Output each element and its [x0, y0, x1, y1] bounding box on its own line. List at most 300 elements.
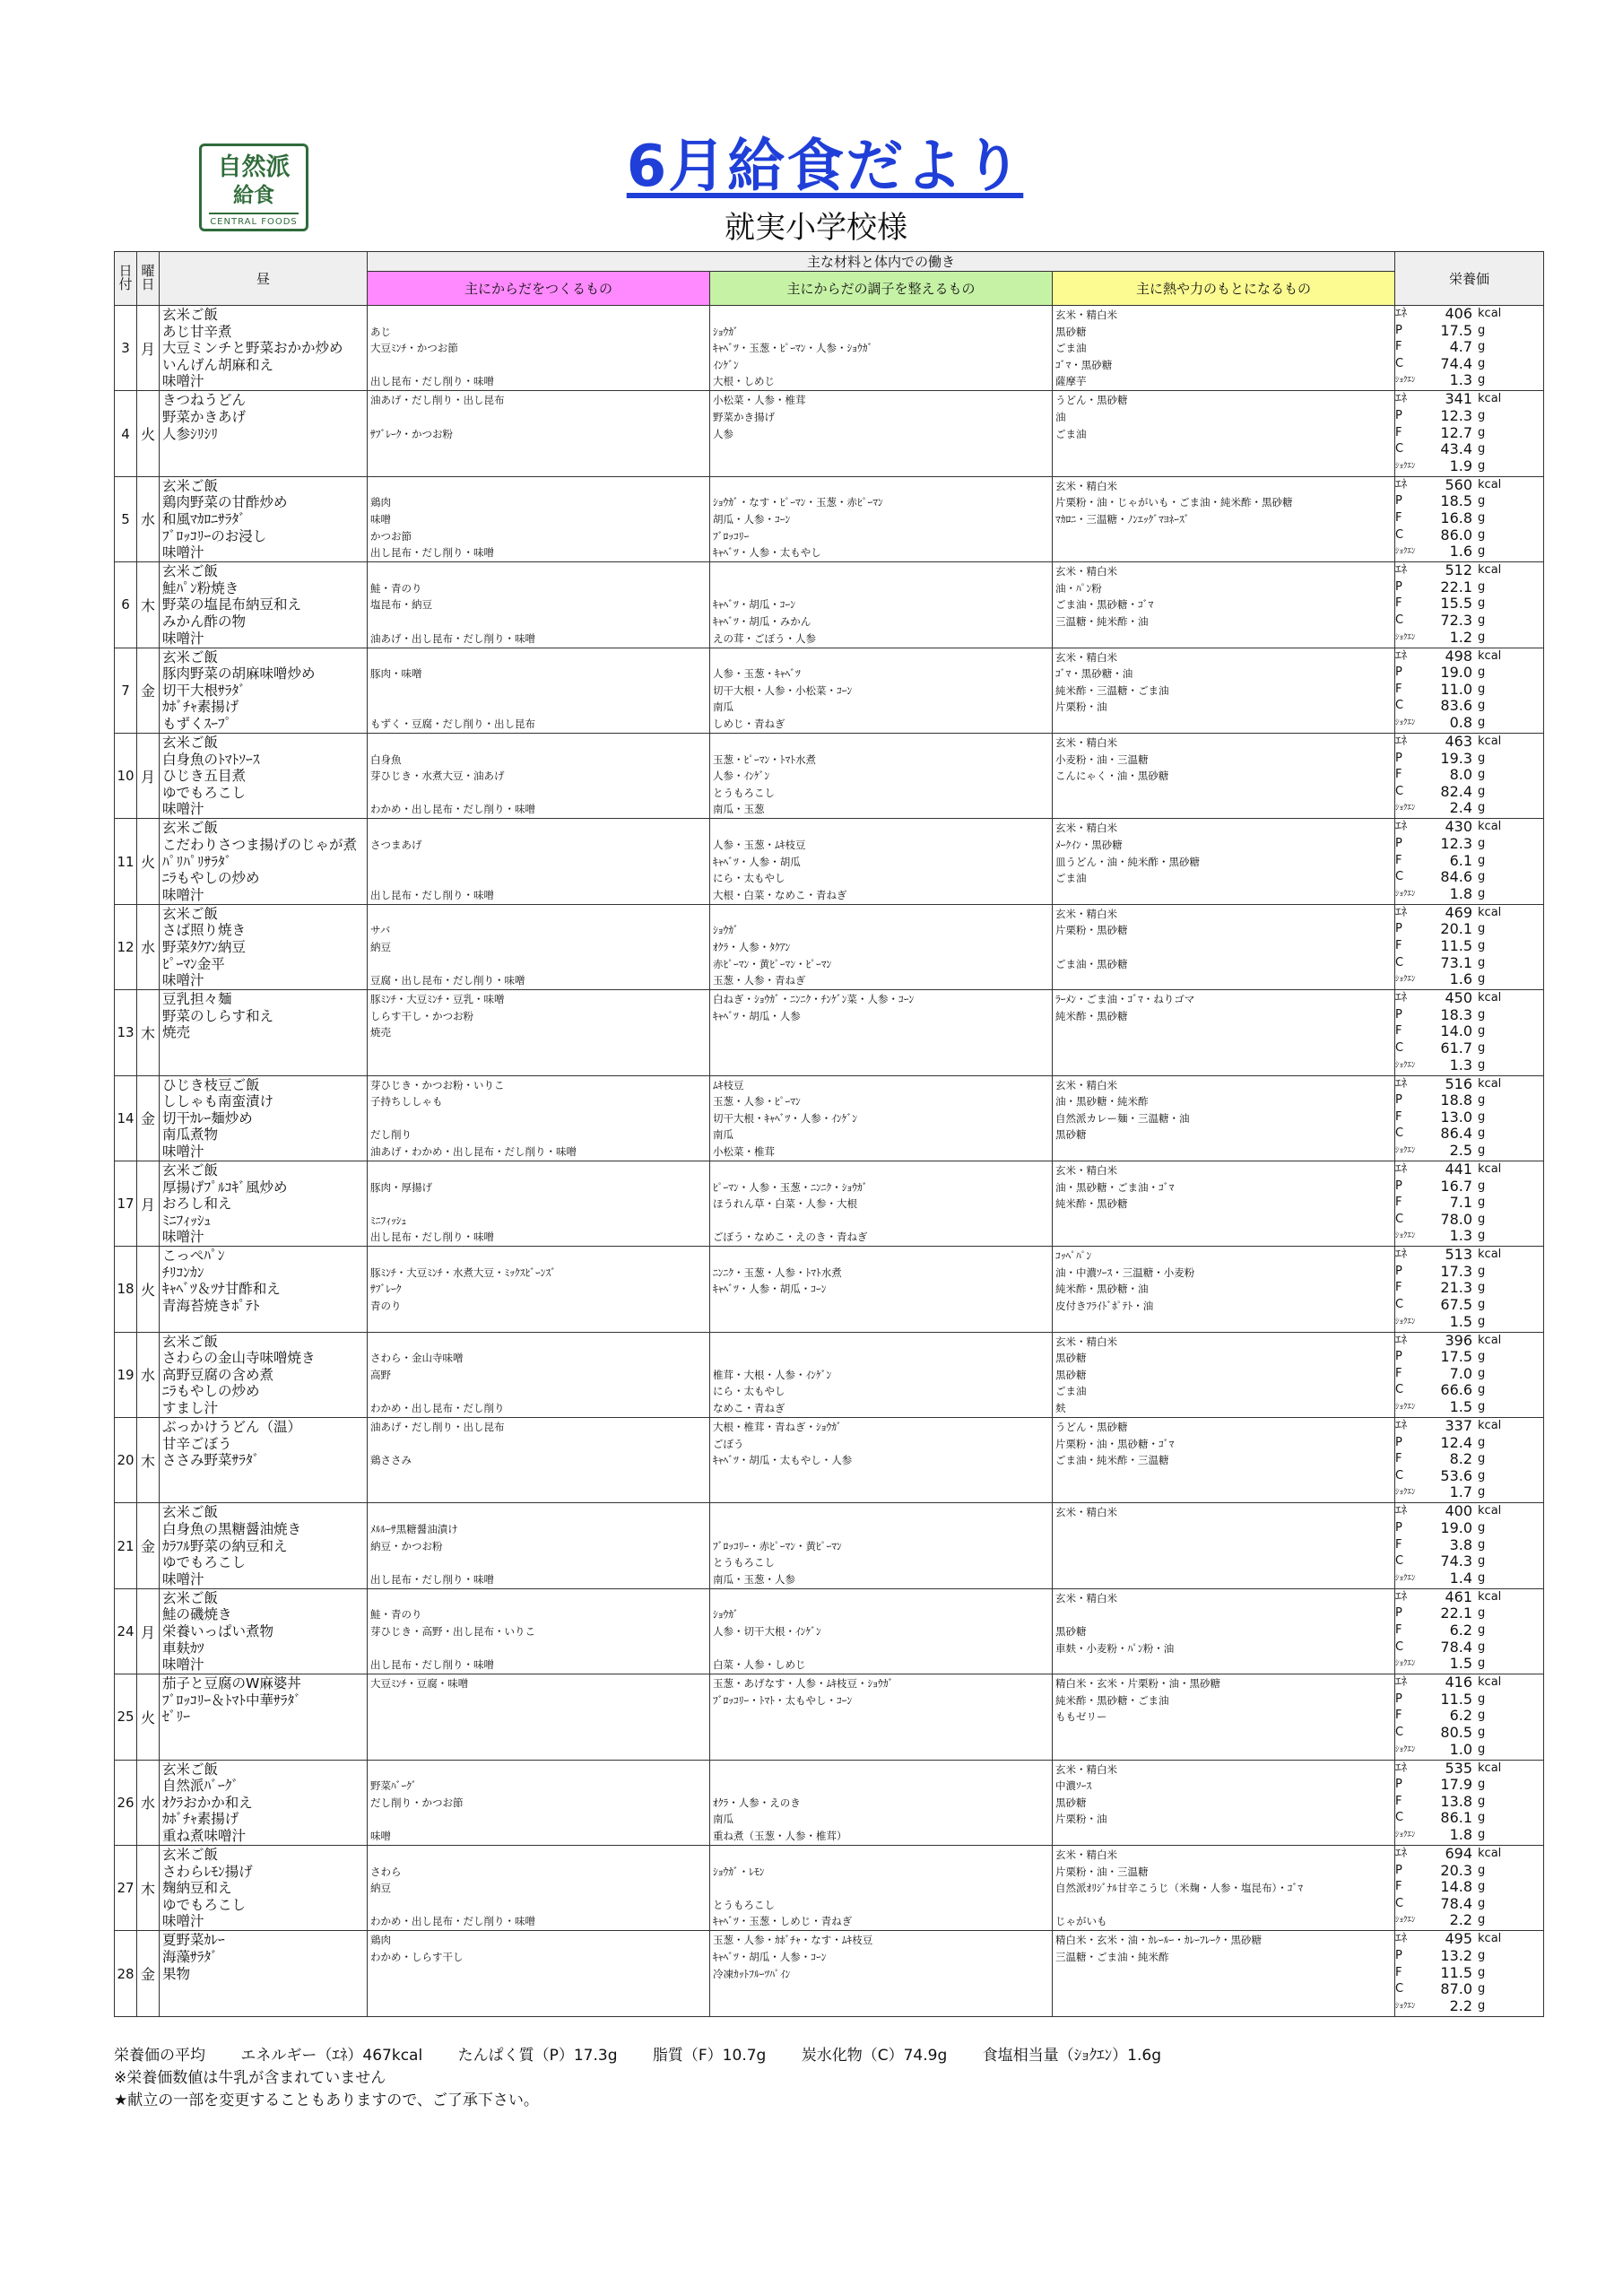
- ingredient-text: うどん・黒砂糖: [1055, 394, 1128, 407]
- ingredient-text: にら・太もやし: [713, 1385, 785, 1398]
- nutrient-unit: g: [1478, 494, 1486, 509]
- yellow-group-cell: [1053, 1418, 1395, 1503]
- nutrient-key: C: [1395, 955, 1404, 970]
- nutrient-unit: g: [1478, 1726, 1486, 1740]
- nutrient-value: 463: [1445, 733, 1473, 750]
- red-group-cell: [368, 648, 710, 733]
- date-cell: 11: [115, 819, 137, 904]
- ingredient-text: 豚ﾐﾝﾁ・大豆ﾐﾝﾁ・豆乳・味噌: [370, 993, 505, 1006]
- menu-item: 味噌汁: [162, 1913, 204, 1930]
- green-group-cell: [710, 562, 1053, 648]
- nutrient-key: F: [1395, 1709, 1402, 1723]
- nutrient-unit: g: [1478, 1435, 1486, 1449]
- menu-item: 果物: [162, 1965, 191, 1982]
- green-group-cell: [710, 1760, 1053, 1845]
- ingredient-text: わかめ・出し昆布・だし削り・味噌: [370, 1915, 535, 1928]
- nutrition-row: [1395, 1247, 1543, 1264]
- nutrition-row: [1395, 698, 1543, 715]
- nutrition-row: [1395, 1827, 1543, 1844]
- menu-cell: [160, 391, 368, 476]
- date-cell: 17: [115, 1161, 137, 1246]
- ingredient-text: だし削り・かつお節: [370, 1796, 464, 1809]
- nutrient-unit: g: [1478, 886, 1486, 900]
- red-group-cell: [368, 1588, 710, 1674]
- header-red-group: 主にからだをつくるもの: [368, 272, 710, 306]
- nutrient-unit: kcal: [1478, 1847, 1502, 1861]
- ingredient-text: 片栗粉・油・黒砂糖・ｺﾞﾏ: [1055, 1437, 1175, 1450]
- ingredient-text: [713, 1640, 1049, 1657]
- green-group-cell: [710, 391, 1053, 476]
- ingredient-text: [1055, 1726, 1392, 1743]
- nutrition-row: [1395, 1451, 1543, 1468]
- date-cell: 24: [115, 1588, 137, 1674]
- ingredient-text: 椎茸・大根・人参・ｲﾝｹﾞﾝ: [713, 1368, 832, 1381]
- nutrient-value: 83.6: [1440, 697, 1473, 715]
- nutrition-row: [1395, 1349, 1543, 1366]
- nutrient-unit: g: [1478, 1452, 1486, 1466]
- ingredient-text: こんにゃく・油・黒砂糖: [1055, 770, 1169, 783]
- green-group-cell: [710, 733, 1053, 818]
- nutrient-value: 13.2: [1440, 1947, 1473, 1965]
- nutrient-value: 18.5: [1440, 492, 1473, 510]
- nutrient-value: 16.7: [1440, 1177, 1473, 1195]
- yellow-group-cell: [1053, 990, 1395, 1075]
- ingredient-text: 白菜・人参・しめじ: [713, 1658, 806, 1672]
- nutrient-value: 61.7: [1440, 1039, 1473, 1057]
- nutrient-value: 4.7: [1449, 338, 1473, 356]
- red-group-cell: [368, 904, 710, 989]
- nutrition-row: [1395, 1399, 1543, 1416]
- nutrition-row: [1395, 734, 1543, 751]
- menu-item: 甘辛ごぼう: [162, 1435, 232, 1452]
- nutrient-key: F: [1395, 1024, 1402, 1039]
- ingredient-text: [713, 735, 1049, 752]
- nutrient-key: F: [1395, 853, 1402, 867]
- red-group-cell: [368, 1075, 710, 1161]
- menu-item: 豚肉野菜の胡麻味噌炒め: [162, 665, 316, 683]
- ingredient-text: [713, 1298, 1049, 1315]
- ingredient-text: [1055, 1657, 1392, 1674]
- nutrient-key: P: [1395, 1949, 1402, 1963]
- nutrient-unit: g: [1478, 1896, 1486, 1910]
- menu-item: 夏野菜ｶﾚｰ: [162, 1932, 225, 1949]
- nutrient-unit: g: [1478, 1913, 1486, 1927]
- yellow-group-cell: [1053, 1075, 1395, 1161]
- nutrient-value: 12.7: [1440, 423, 1473, 441]
- nutrition-row: [1395, 1297, 1543, 1314]
- ingredient-text: 玄米・精白米: [1055, 1078, 1117, 1091]
- table-row: [115, 1674, 1544, 1760]
- menu-item: ｶﾎﾞﾁｬ素揚げ: [162, 1811, 239, 1828]
- nutrient-unit: g: [1478, 1196, 1486, 1210]
- menu-item: 味噌汁: [162, 972, 204, 989]
- nutrition-row: [1395, 562, 1543, 579]
- ingredient-text: 玄米・精白米: [1055, 822, 1117, 835]
- yellow-group-cell: [1053, 306, 1395, 391]
- menu-item: さわらﾚﾓﾝ揚げ: [162, 1863, 253, 1880]
- weekday-cell: 木: [137, 1418, 160, 1503]
- ingredient-text: ｼｮｳｶﾞ・なす・ﾋﾟｰﾏﾝ・玉葱・赤ﾋﾟｰﾏﾝ: [713, 496, 883, 509]
- nutrient-value: 11.5: [1440, 936, 1473, 954]
- nutrition-row: [1395, 1126, 1543, 1143]
- nutrient-key: F: [1395, 1537, 1402, 1552]
- red-group-cell: [368, 1247, 710, 1332]
- ingredient-text: ﾋﾟｰﾏﾝ・人参・玉葱・ﾆﾝﾆｸ・ｼｮｳｶﾞ: [713, 1180, 868, 1194]
- nutrition-cell: [1395, 819, 1544, 904]
- ingredient-text: 芽ひじき・水煮大豆・油あげ: [370, 770, 505, 783]
- ingredient-text: さわら: [370, 1865, 402, 1878]
- weekday-cell: 月: [137, 1588, 160, 1674]
- nutrient-key: F: [1395, 1109, 1402, 1124]
- ingredient-text: [1055, 887, 1392, 904]
- weekday-cell: 水: [137, 476, 160, 561]
- menu-item: ｶﾗﾌﾙ野菜の納豆和え: [162, 1537, 288, 1554]
- ingredient-text: 三温糖・ごま油・純米酢: [1055, 1951, 1169, 1964]
- nutrient-unit: g: [1478, 1863, 1486, 1877]
- nutrition-row: [1395, 306, 1543, 323]
- ingredient-text: ﾌﾞﾛｯｺﾘｰ: [713, 529, 750, 543]
- ingredient-text: 油・中濃ｿｰｽ・三温糖・小麦粉: [1055, 1265, 1195, 1279]
- nutrient-value: 19.0: [1440, 664, 1473, 682]
- menu-item: ﾆﾗもやしの炒め: [162, 870, 260, 887]
- nutrition-row: [1395, 1418, 1543, 1435]
- ingredient-text: 油・黒砂糖・ごま油・ｺﾞﾏ: [1055, 1180, 1175, 1194]
- menu-item: ゆでもろこし: [162, 1896, 247, 1913]
- ingredient-text: [1055, 1213, 1392, 1230]
- menu-cell: [160, 562, 368, 648]
- date-cell: 28: [115, 1931, 137, 2016]
- nutrient-unit: g: [1478, 1178, 1486, 1193]
- ingredient-text: 野菜かき揚げ: [713, 410, 775, 423]
- nutrition-row: [1395, 1161, 1543, 1178]
- green-group-cell: [710, 1931, 1053, 2016]
- nutrient-value: 2.2: [1449, 1911, 1473, 1929]
- nutrient-unit: g: [1478, 1537, 1486, 1552]
- ingredient-text: [370, 1709, 707, 1726]
- menu-item: 和風ﾏｶﾛﾆｻﾗﾀﾞ: [162, 510, 247, 527]
- ingredient-text: 油あげ・わかめ・出し昆布・だし削り・味噌: [370, 1144, 577, 1158]
- nutrient-key: F: [1395, 1281, 1402, 1295]
- ingredient-text: [1055, 1229, 1392, 1246]
- ingredient-text: ｵｸﾗ・人参・ﾀｸｱﾝ: [713, 940, 791, 953]
- nutrition-row: [1395, 372, 1543, 389]
- nutrient-key: ｴﾈ: [1395, 563, 1408, 578]
- yellow-group-cell: [1053, 391, 1395, 476]
- menu-item: さわらの金山寺味噌焼き: [162, 1350, 316, 1367]
- nutrition-cell: [1395, 1846, 1544, 1931]
- ingredient-text: 大根・しめじ: [713, 375, 775, 388]
- nutrient-key: F: [1395, 510, 1402, 525]
- ingredient-text: [370, 1383, 707, 1400]
- nutrition-row: [1395, 1109, 1543, 1126]
- ingredient-text: [1055, 1982, 1392, 1999]
- ingredient-text: 南瓜・玉葱: [713, 803, 765, 816]
- nutrient-key: ｼｮｸｴﾝ: [1395, 718, 1416, 727]
- table-row: [115, 819, 1544, 904]
- green-group-cell: [710, 648, 1053, 733]
- menu-item: 切干ｶﾚｰ麺炒め: [162, 1109, 253, 1126]
- nutrient-value: 17.3: [1440, 1262, 1473, 1280]
- ingredient-text: 大根・椎茸・青ねぎ・ｼｮｳｶﾞ: [713, 1421, 842, 1434]
- nutrient-unit: g: [1478, 801, 1486, 815]
- green-group-cell: [710, 476, 1053, 561]
- ingredient-text: 切干大根・ｷｬﾍﾞﾂ・人参・ｲﾝｹﾞﾝ: [713, 1111, 857, 1125]
- ingredient-text: とうもろこし: [713, 1556, 775, 1570]
- table-row: [115, 1161, 1544, 1246]
- nutrition-row: [1395, 767, 1543, 784]
- nutrient-unit: g: [1478, 458, 1486, 473]
- nutrient-key: P: [1395, 1007, 1402, 1022]
- nutrient-value: 18.8: [1440, 1091, 1473, 1109]
- ingredient-text: ｼｮｳｶﾞ: [713, 1608, 739, 1622]
- menu-item: ｶﾎﾞﾁｬ素揚げ: [162, 699, 239, 716]
- nutrient-unit: g: [1478, 373, 1486, 387]
- nutrient-key: F: [1395, 682, 1402, 696]
- ingredient-text: ｻﾌﾞﾚｰｸ: [370, 1283, 402, 1296]
- nutrient-key: ｼｮｸｴﾝ: [1395, 1060, 1416, 1070]
- ingredient-text: [713, 1469, 1049, 1486]
- table-row: [115, 391, 1544, 476]
- nutrient-unit: g: [1478, 784, 1486, 798]
- ingredient-text: [713, 1213, 1049, 1230]
- menu-cell: [160, 733, 368, 818]
- weekday-cell: 金: [137, 1931, 160, 2016]
- yellow-group-cell: [1053, 648, 1395, 733]
- ingredient-text: ｻﾌﾞﾚｰｸ・かつお粉: [370, 427, 453, 440]
- green-group-cell: [710, 819, 1053, 904]
- menu-item: 海藻ｻﾗﾀﾞ: [162, 1949, 219, 1966]
- ingredient-text: [370, 1590, 707, 1607]
- footer-average-protein: たんぱく質（P）17.3g: [457, 2047, 618, 2065]
- nutrient-unit: g: [1478, 1298, 1486, 1312]
- nutrient-key: F: [1395, 425, 1402, 439]
- nutrition-row: [1395, 1605, 1543, 1622]
- nutrient-value: 22.1: [1440, 1605, 1473, 1622]
- yellow-group-cell: [1053, 1161, 1395, 1246]
- ingredient-text: [370, 820, 707, 837]
- nutrient-value: 1.8: [1449, 884, 1473, 902]
- ingredient-text: 玄米・精白米: [1055, 650, 1117, 664]
- nutrient-value: 19.3: [1440, 749, 1473, 767]
- ingredient-text: [713, 1743, 1049, 1760]
- nutrient-value: 11.5: [1440, 1690, 1473, 1708]
- nutrient-value: 2.5: [1449, 1141, 1473, 1159]
- ingredient-text: 片栗粉・黒砂糖: [1055, 924, 1128, 937]
- yellow-group-cell: [1053, 1846, 1395, 1931]
- ingredient-text: 白ねぎ・ｼｮｳｶﾞ・ﾆﾝﾆｸ・ﾁﾝｹﾞﾝ菜・人参・ｺｰﾝ: [713, 993, 915, 1006]
- nutrient-key: ｼｮｸｴﾝ: [1395, 889, 1416, 899]
- ingredient-text: ｺﾞﾏ・黒砂糖・油: [1055, 667, 1133, 681]
- nutrient-value: 15.5: [1440, 595, 1473, 613]
- green-group-cell: [710, 1588, 1053, 1674]
- ingredient-text: ｺﾞﾏ・黒砂糖: [1055, 358, 1113, 371]
- nutrient-unit: g: [1478, 1554, 1486, 1569]
- nutrient-value: 7.1: [1449, 1194, 1473, 1212]
- menu-item: ﾌﾞﾛｯｺﾘｰのお浸し: [162, 527, 267, 544]
- nutrient-value: 535: [1445, 1760, 1473, 1777]
- ingredient-text: [370, 649, 707, 666]
- nutrition-row: [1395, 1468, 1543, 1485]
- nutrient-key: ｴﾈ: [1395, 820, 1408, 834]
- nutrient-unit: g: [1478, 1229, 1486, 1243]
- ingredient-text: [370, 442, 707, 459]
- ingredient-text: [713, 1315, 1049, 1332]
- nutrition-cell: [1395, 733, 1544, 818]
- ingredient-text: 玉葱・あげなす・人参・ﾑｷ枝豆・ｼｮｳｶﾞ: [713, 1677, 894, 1691]
- ingredient-text: 黒砂糖: [1055, 1128, 1087, 1142]
- ingredient-text: ｼｮｳｶﾞ: [713, 924, 739, 937]
- ingredient-text: [370, 683, 707, 700]
- ingredient-text: ﾗｰﾒﾝ・ごま油・ｺﾞﾏ・ねりゴマ: [1055, 993, 1195, 1006]
- menu-item: 栄養いっぱい煮物: [162, 1623, 274, 1640]
- menu-item: こだわりさつま揚げのじゃが煮: [162, 836, 358, 853]
- ingredient-text: ごま油: [1055, 872, 1087, 885]
- nutrient-unit: g: [1478, 442, 1486, 457]
- ingredient-text: [370, 1761, 707, 1779]
- date-cell: 18: [115, 1247, 137, 1332]
- nutrient-unit: g: [1478, 1794, 1486, 1808]
- nutrient-value: 1.0: [1449, 1740, 1473, 1758]
- nutrition-row: [1395, 955, 1543, 972]
- nutrition-row: [1395, 323, 1543, 340]
- ingredient-text: ｷｬﾍﾞﾂ・玉葱・ﾋﾟｰﾏﾝ・人参・ｼｮｳｶﾞ: [713, 342, 873, 355]
- ingredient-text: 片栗粉・油・三温糖: [1055, 1865, 1149, 1878]
- ingredient-text: ｷｬﾍﾞﾂ・胡瓜・ｺｰﾝ: [713, 598, 795, 612]
- nutrition-cell: [1395, 1247, 1544, 1332]
- menu-item: 青海苔焼きﾎﾟﾃﾄ: [162, 1298, 260, 1315]
- green-group-cell: [710, 1332, 1053, 1417]
- menu-cell: [160, 1075, 368, 1161]
- nutrient-key: ｴﾈ: [1395, 734, 1408, 748]
- ingredient-text: 玄米・精白米: [1055, 309, 1117, 321]
- nutrient-unit: g: [1478, 972, 1486, 987]
- ingredient-text: 玄米・精白米: [1055, 1848, 1117, 1862]
- nutrient-value: 1.5: [1449, 1398, 1473, 1416]
- menu-item: ﾁﾘｺﾝｶﾝ: [162, 1264, 204, 1281]
- nutrition-cell: [1395, 1588, 1544, 1674]
- ingredient-text: 南瓜: [713, 700, 733, 714]
- nutrient-value: 20.3: [1440, 1861, 1473, 1879]
- yellow-group-cell: [1053, 1931, 1395, 2016]
- ingredient-text: 人参・ｲﾝｹﾞﾝ: [713, 770, 770, 783]
- nutrient-value: 1.7: [1449, 1483, 1473, 1501]
- nutrient-unit: g: [1478, 1109, 1486, 1124]
- ingredient-text: [1055, 1999, 1392, 2016]
- ingredient-text: しめじ・青ねぎ: [713, 717, 785, 730]
- ingredient-text: [713, 1982, 1049, 1999]
- ingredient-text: [370, 1196, 707, 1213]
- nutrient-value: 67.5: [1440, 1296, 1473, 1314]
- nutrient-unit: g: [1478, 1828, 1486, 1842]
- nutrition-row: [1395, 1656, 1543, 1673]
- menu-item: 南瓜煮物: [162, 1126, 219, 1144]
- ingredient-text: 人参・玉葱・ﾑｷ枝豆: [713, 838, 806, 851]
- ingredient-text: 野菜ﾊﾞｰｸﾞ: [370, 1779, 417, 1793]
- nutrient-unit: kcal: [1478, 563, 1502, 578]
- nutrient-value: 12.3: [1440, 406, 1473, 424]
- nutrient-unit: g: [1478, 630, 1486, 644]
- nutrient-key: F: [1395, 938, 1402, 952]
- page-subtitle: 就実小学校様: [725, 210, 907, 246]
- date-cell: 19: [115, 1332, 137, 1417]
- table-row: [115, 1418, 1544, 1503]
- menu-item: 味噌汁: [162, 801, 204, 818]
- ingredient-text: 鶏ささみ: [370, 1454, 412, 1467]
- ingredient-text: なめこ・青ねぎ: [713, 1402, 785, 1415]
- menu-item: こっぺﾊﾟﾝ: [162, 1248, 225, 1265]
- nutrient-value: 8.0: [1449, 766, 1473, 784]
- nutrient-value: 2.4: [1449, 799, 1473, 817]
- nutrition-row: [1395, 1057, 1543, 1074]
- ingredient-text: 鶏肉: [370, 1934, 391, 1947]
- nutrient-key: ｴﾈ: [1395, 1076, 1408, 1091]
- nutrient-key: ｼｮｸｴﾝ: [1395, 1317, 1416, 1326]
- ingredient-text: [1055, 528, 1392, 545]
- ingredient-text: 出し昆布・だし削り・味噌: [370, 1572, 494, 1586]
- ingredient-text: ごま油・純米酢・三温糖: [1055, 1454, 1169, 1467]
- ingredient-text: ﾏｶﾛﾆ・三温糖・ﾉﾝｴｯｸﾞﾏﾖﾈｰｽﾞ: [1055, 512, 1190, 526]
- header-group: 主な材料と体内での働き: [368, 252, 1395, 272]
- nutrition-row: [1395, 1553, 1543, 1570]
- ingredient-text: うどん・黒砂糖: [1055, 1421, 1128, 1434]
- green-group-cell: [710, 1418, 1053, 1503]
- ingredient-text: 玄米・精白米: [1055, 479, 1117, 492]
- ingredient-text: 片栗粉・油・じゃがいも・ごま油・純米酢・黒砂糖: [1055, 496, 1293, 509]
- nutrition-row: [1395, 408, 1543, 425]
- header-weekday: 曜日: [137, 252, 160, 306]
- nutrient-unit: kcal: [1478, 820, 1502, 834]
- nutrition-row: [1395, 510, 1543, 527]
- nutrient-value: 416: [1445, 1674, 1473, 1692]
- menu-item: 野菜のしらす和え: [162, 1007, 274, 1024]
- ingredient-text: [370, 1726, 707, 1743]
- nutrient-key: P: [1395, 1778, 1402, 1792]
- ingredient-text: [713, 906, 1049, 923]
- nutrition-row: [1395, 715, 1543, 732]
- nutrient-key: C: [1395, 527, 1404, 542]
- ingredient-text: ごぼう・なめこ・えのき・青ねぎ: [713, 1231, 868, 1244]
- nutrient-unit: g: [1478, 1692, 1486, 1706]
- ingredient-text: ﾌﾞﾛｯｺﾘｰ・赤ﾋﾟｰﾏﾝ・黄ﾋﾟｰﾏﾝ: [713, 1539, 842, 1552]
- menu-item: [162, 1485, 364, 1502]
- nutrient-unit: g: [1478, 853, 1486, 867]
- nutrient-value: 12.3: [1440, 834, 1473, 852]
- menu-item: 玄米ご飯: [162, 905, 219, 922]
- weekday-cell: 火: [137, 391, 160, 476]
- nutrient-unit: g: [1478, 1281, 1486, 1295]
- nutrient-unit: g: [1478, 836, 1486, 850]
- ingredient-text: ごぼう: [713, 1437, 744, 1450]
- ingredient-text: [370, 307, 707, 324]
- nutrient-key: ｴﾈ: [1395, 477, 1408, 491]
- ingredient-text: [370, 1966, 707, 1983]
- nutrient-key: ｼｮｸｴﾝ: [1395, 1744, 1416, 1754]
- logo-line1: 自然派: [217, 153, 291, 181]
- ingredient-text: さわら・金山寺味噌: [370, 1352, 464, 1365]
- weekday-cell: 水: [137, 1332, 160, 1417]
- nutrition-row: [1395, 458, 1543, 475]
- menu-cell: [160, 1161, 368, 1246]
- menu-item: ぶっかけうどん（温）: [162, 1419, 302, 1436]
- nutrition-row: [1395, 1777, 1543, 1794]
- menu-item: もずくｽｰﾌﾟ: [162, 715, 232, 732]
- ingredient-text: ﾆﾝﾆｸ・玉葱・人参・ﾄﾏﾄ水煮: [713, 1265, 842, 1279]
- nutrient-unit: g: [1478, 938, 1486, 952]
- nutrient-unit: g: [1478, 527, 1486, 542]
- ingredient-text: [370, 1640, 707, 1657]
- ingredient-text: 自然派ｵﾘｼﾞﾅﾙ甘辛こうじ（米麹・人参・塩昆布）・ｺﾞﾏ: [1055, 1882, 1303, 1895]
- nutrient-key: P: [1395, 1264, 1402, 1278]
